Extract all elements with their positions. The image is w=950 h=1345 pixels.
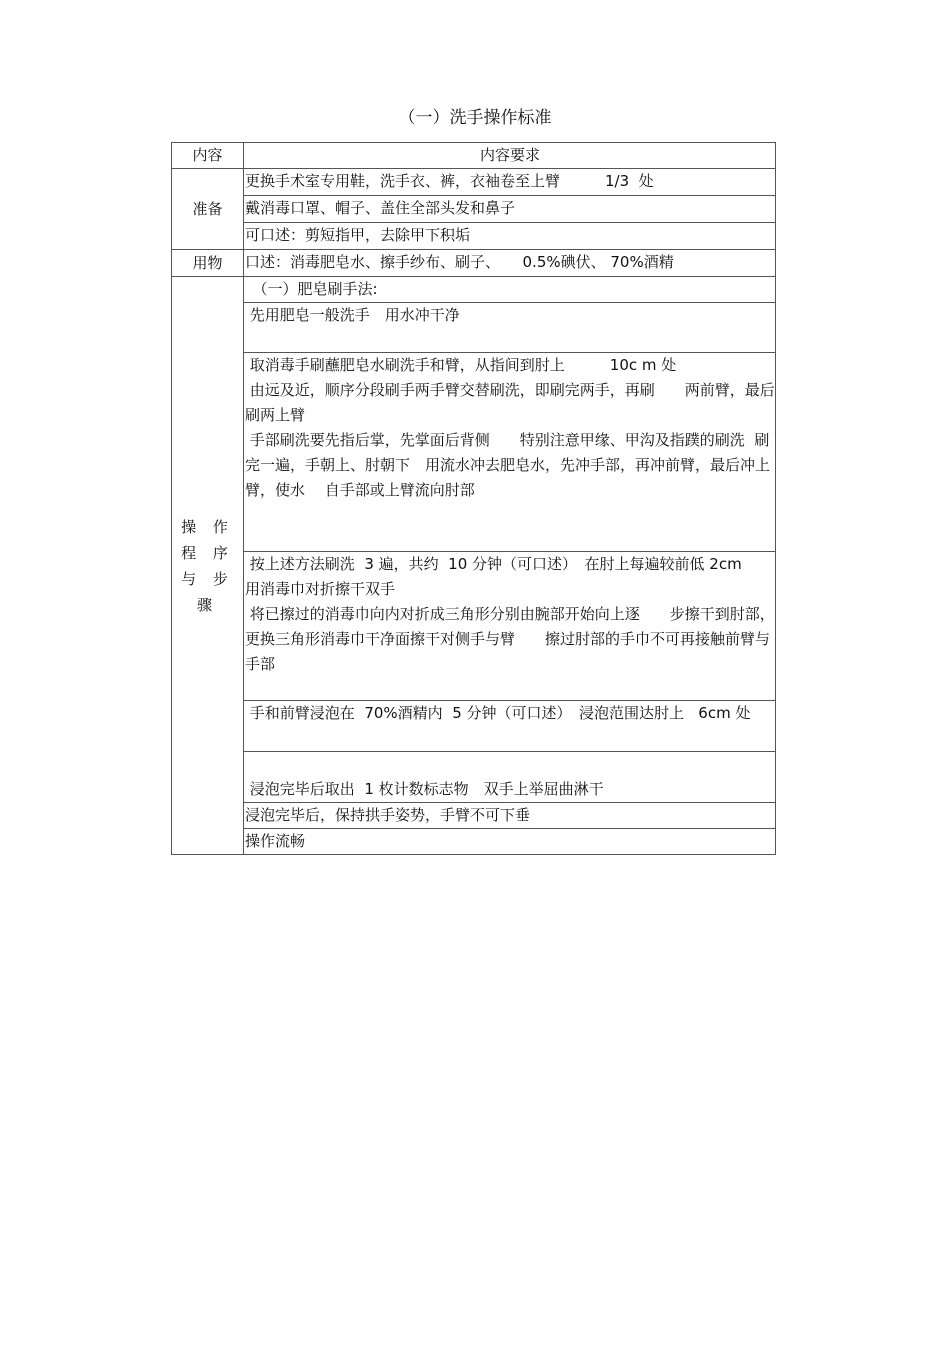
requirement-cell xyxy=(244,829,776,855)
requirement-cell xyxy=(244,353,776,552)
requirement-cell xyxy=(244,303,776,353)
requirement-text: 口述：消毒肥皂水、擦手纱布、刷子、 0.5%碘伏、 70%酒精 xyxy=(245,253,674,271)
table-row xyxy=(172,701,776,752)
table-row xyxy=(172,353,776,552)
requirement-text: 可口述：剪短指甲，去除甲下积垢 xyxy=(245,226,471,244)
requirement-text: 更换手术室专用鞋，洗手衣、裤，衣袖卷至上臂 1/3 处 xyxy=(245,172,654,190)
requirement-cell xyxy=(244,196,776,223)
table-row xyxy=(172,803,776,829)
requirement-text: 操作流畅 xyxy=(245,832,306,850)
table-header-row xyxy=(172,143,776,169)
requirement-text: 取消毒手刷蘸肥皂水刷洗手和臂，从指间到肘上 10c m 处 由远及近，顺序分段刷手两手臂交替刷洗，即刷完两手，再刷 两前臂，最后刷两上臂 手部刷洗要先指后掌，先掌面后背侧 特别注意甲缘、甲沟及指蹼的刷洗 刷完一遍，手朝上、肘朝下 用流水冲去肥皂水，先冲手部，再冲前臂，最后冲上臂，使水 自手部或上臂流向肘部 xyxy=(245,356,775,499)
table-row xyxy=(172,250,776,277)
requirement-text: 戴消毒口罩、帽子、盖住全部头发和鼻子 xyxy=(245,199,516,217)
table-row xyxy=(172,829,776,855)
category-procedure xyxy=(172,277,244,855)
requirement-cell xyxy=(244,250,776,277)
requirement-text: 按上述方法刷洗 3 遍，共约 10 分钟（可口述） 在肘上每遍较前低 2cm 用消毒巾对折擦干双手 将已擦过的消毒巾向内对折成三角形分别由腕部开始向上逐 步擦干到肘部，更换三角形消毒巾干净面擦干对侧手与臂 擦过肘部的手巾不可再接触前臂与手部 xyxy=(245,555,775,673)
requirement-text: 浸泡完毕后取出 1 枚计数标志物 双手上举屈曲淋干 xyxy=(245,780,604,798)
requirement-cell xyxy=(244,277,776,303)
table-row xyxy=(172,169,776,196)
requirement-cell xyxy=(244,552,776,701)
table-row xyxy=(172,277,776,303)
category-procedure-label: 操 作 程 序 与 步 骤 xyxy=(181,517,234,614)
requirement-cell xyxy=(244,223,776,250)
category-materials: 用物 xyxy=(172,250,244,277)
requirement-cell xyxy=(244,169,776,196)
table-row xyxy=(172,752,776,803)
requirement-cell xyxy=(244,752,776,803)
requirement-cell xyxy=(244,701,776,752)
category-preparation: 准备 xyxy=(172,169,244,250)
page-title: （一）洗手操作标准 xyxy=(398,108,552,128)
hand-washing-standard-table xyxy=(171,142,776,855)
table-row xyxy=(172,303,776,353)
header-category: 内容 xyxy=(172,143,244,169)
requirement-text: 先用肥皂一般洗手 用水冲干净 xyxy=(245,306,460,324)
table-row xyxy=(172,196,776,223)
requirement-cell xyxy=(244,803,776,829)
requirement-text: （一）肥皂刷手法: xyxy=(245,280,378,298)
header-requirement: 内容要求 xyxy=(244,143,776,169)
table-row xyxy=(172,552,776,701)
requirement-text: 浸泡完毕后，保持拱手姿势，手臂不可下垂 xyxy=(245,806,531,824)
table-row xyxy=(172,223,776,250)
requirement-text: 手和前臂浸泡在 70%酒精内 5 分钟（可口述） 浸泡范围达肘上 6cm 处 xyxy=(245,704,751,722)
